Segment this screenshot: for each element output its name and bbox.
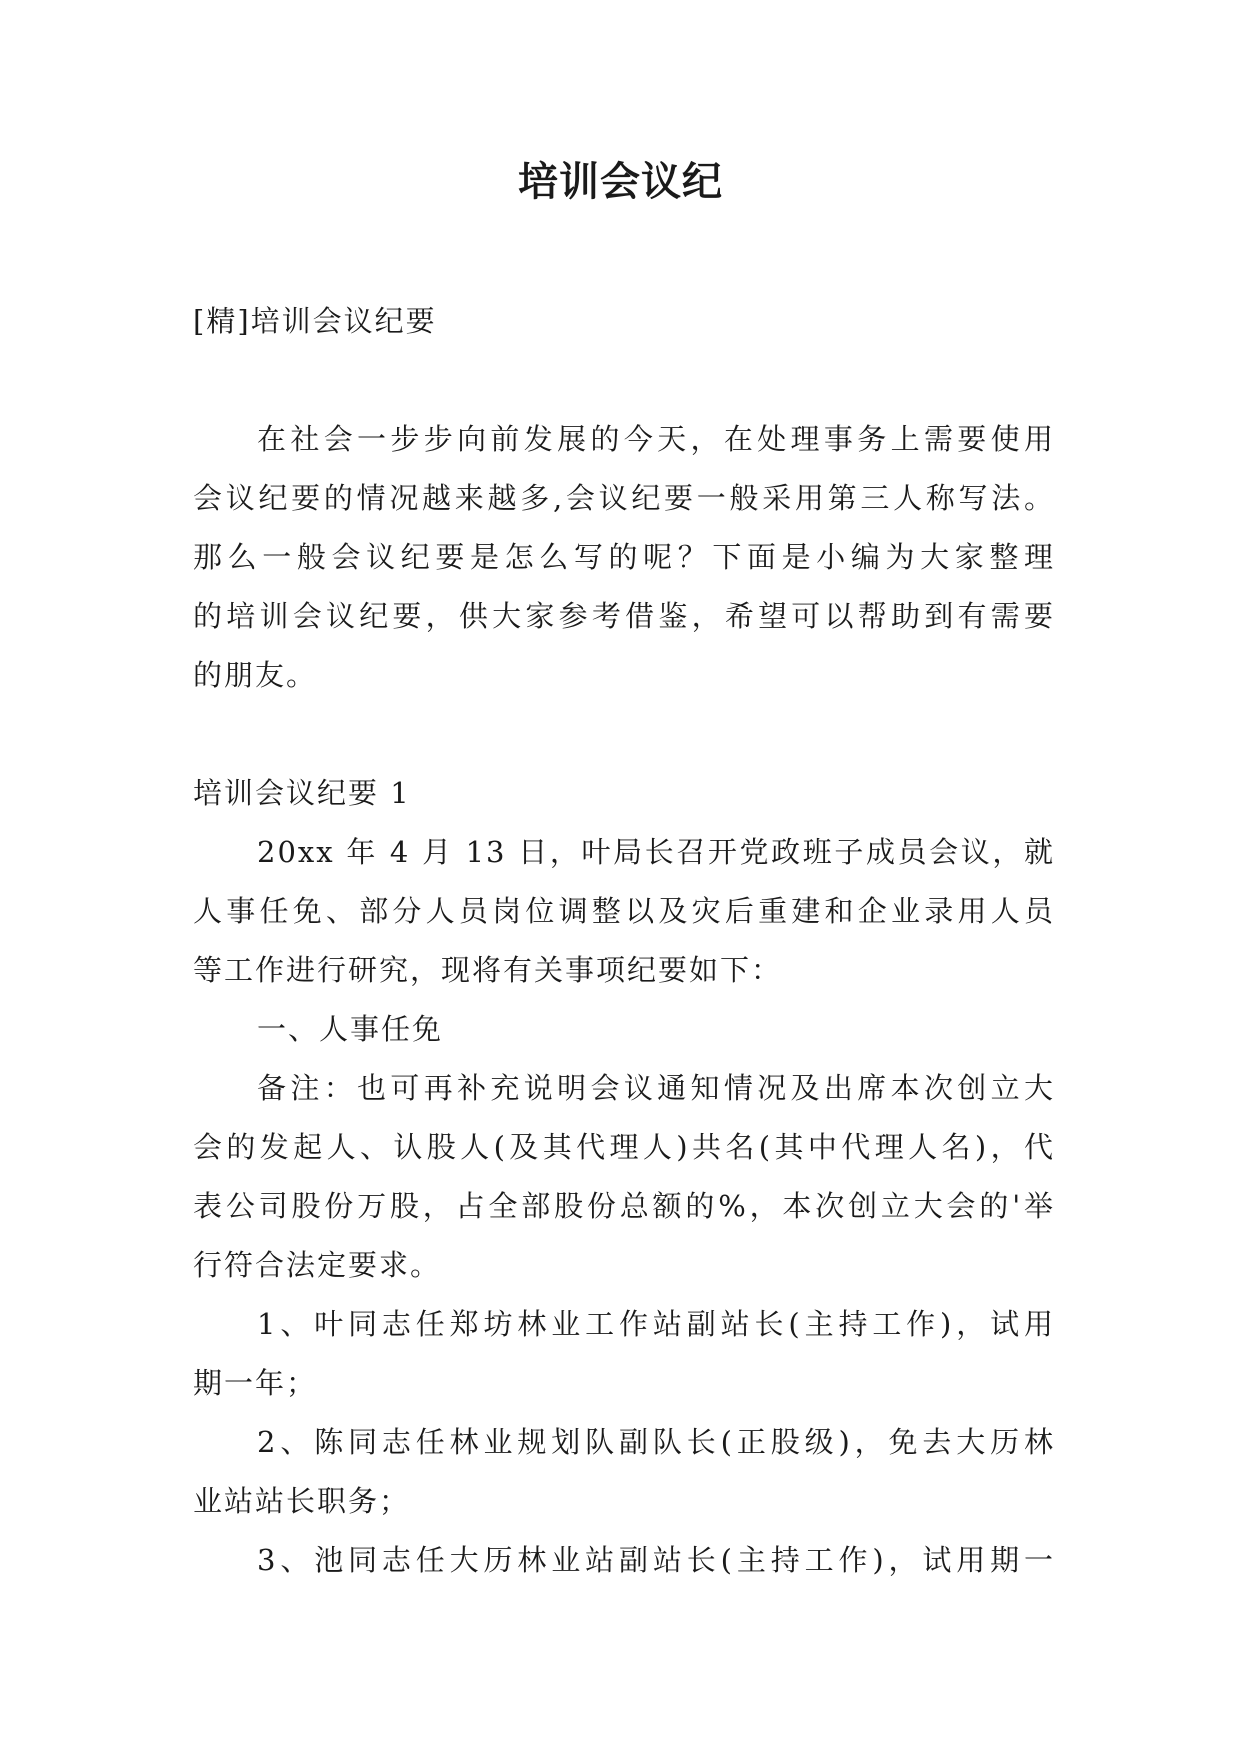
document-subtitle: [精]培训会议纪要: [193, 304, 437, 338]
text-line: 2、陈同志任林业规划队副队长(正股级)，免去大历林: [257, 1425, 1055, 1459]
text-line: 在社会一步步向前发展的今天，在处理事务上需要使用: [257, 422, 1055, 456]
text-line: 1、叶同志任郑坊林业工作站副站长(主持工作)，试用: [257, 1307, 1055, 1341]
document-body: [193, 292, 1055, 1590]
text-line: 20xx 年 4 月 13 日，叶局长召开党政班子成员会议，就: [257, 835, 1055, 869]
item-3-paragraph: [193, 1531, 1055, 1590]
intro-paragraph: [193, 410, 1055, 705]
text-line: 那么一般会议纪要是怎么写的呢？下面是小编为大家整理: [193, 540, 1055, 574]
text-line: 表公司股份万股，占全部股份总额的%，本次创立大会的'举: [193, 1189, 1055, 1223]
spacer: [193, 351, 1055, 410]
note-paragraph: [193, 1059, 1055, 1295]
section-heading: 培训会议纪要 1: [193, 776, 411, 810]
text-line: 的培训会议纪要，供大家参考借鉴，希望可以帮助到有需要: [193, 599, 1055, 633]
text-line: 会的发起人、认股人(及其代理人)共名(其中代理人名)，代: [193, 1130, 1055, 1164]
text-line: 等工作进行研究，现将有关事项纪要如下：: [193, 953, 783, 987]
item-1-paragraph: [193, 1295, 1055, 1413]
text-line: 3、池同志任大历林业站副站长(主持工作)，试用期一: [257, 1543, 1055, 1577]
text-line: 的朋友。: [193, 658, 318, 692]
item-2-paragraph: [193, 1413, 1055, 1531]
document-title: 培训会议纪: [518, 158, 723, 205]
text-line: 人事任免、部分人员岗位调整以及灾后重建和企业录用人员: [193, 894, 1055, 928]
text-line: 行符合法定要求。: [193, 1248, 442, 1282]
text-line: 会议纪要的情况越来越多,会议纪要一般采用第三人称写法。: [193, 481, 1055, 515]
item-heading: 一、人事任免: [257, 1012, 444, 1046]
text-line: 备注：也可再补充说明会议通知情况及出席本次创立大: [257, 1071, 1055, 1105]
text-line: 期一年；: [193, 1366, 318, 1400]
text-line: 业站站长职务；: [193, 1484, 411, 1518]
spacer: [193, 705, 1055, 764]
meeting-paragraph: [193, 823, 1055, 1000]
